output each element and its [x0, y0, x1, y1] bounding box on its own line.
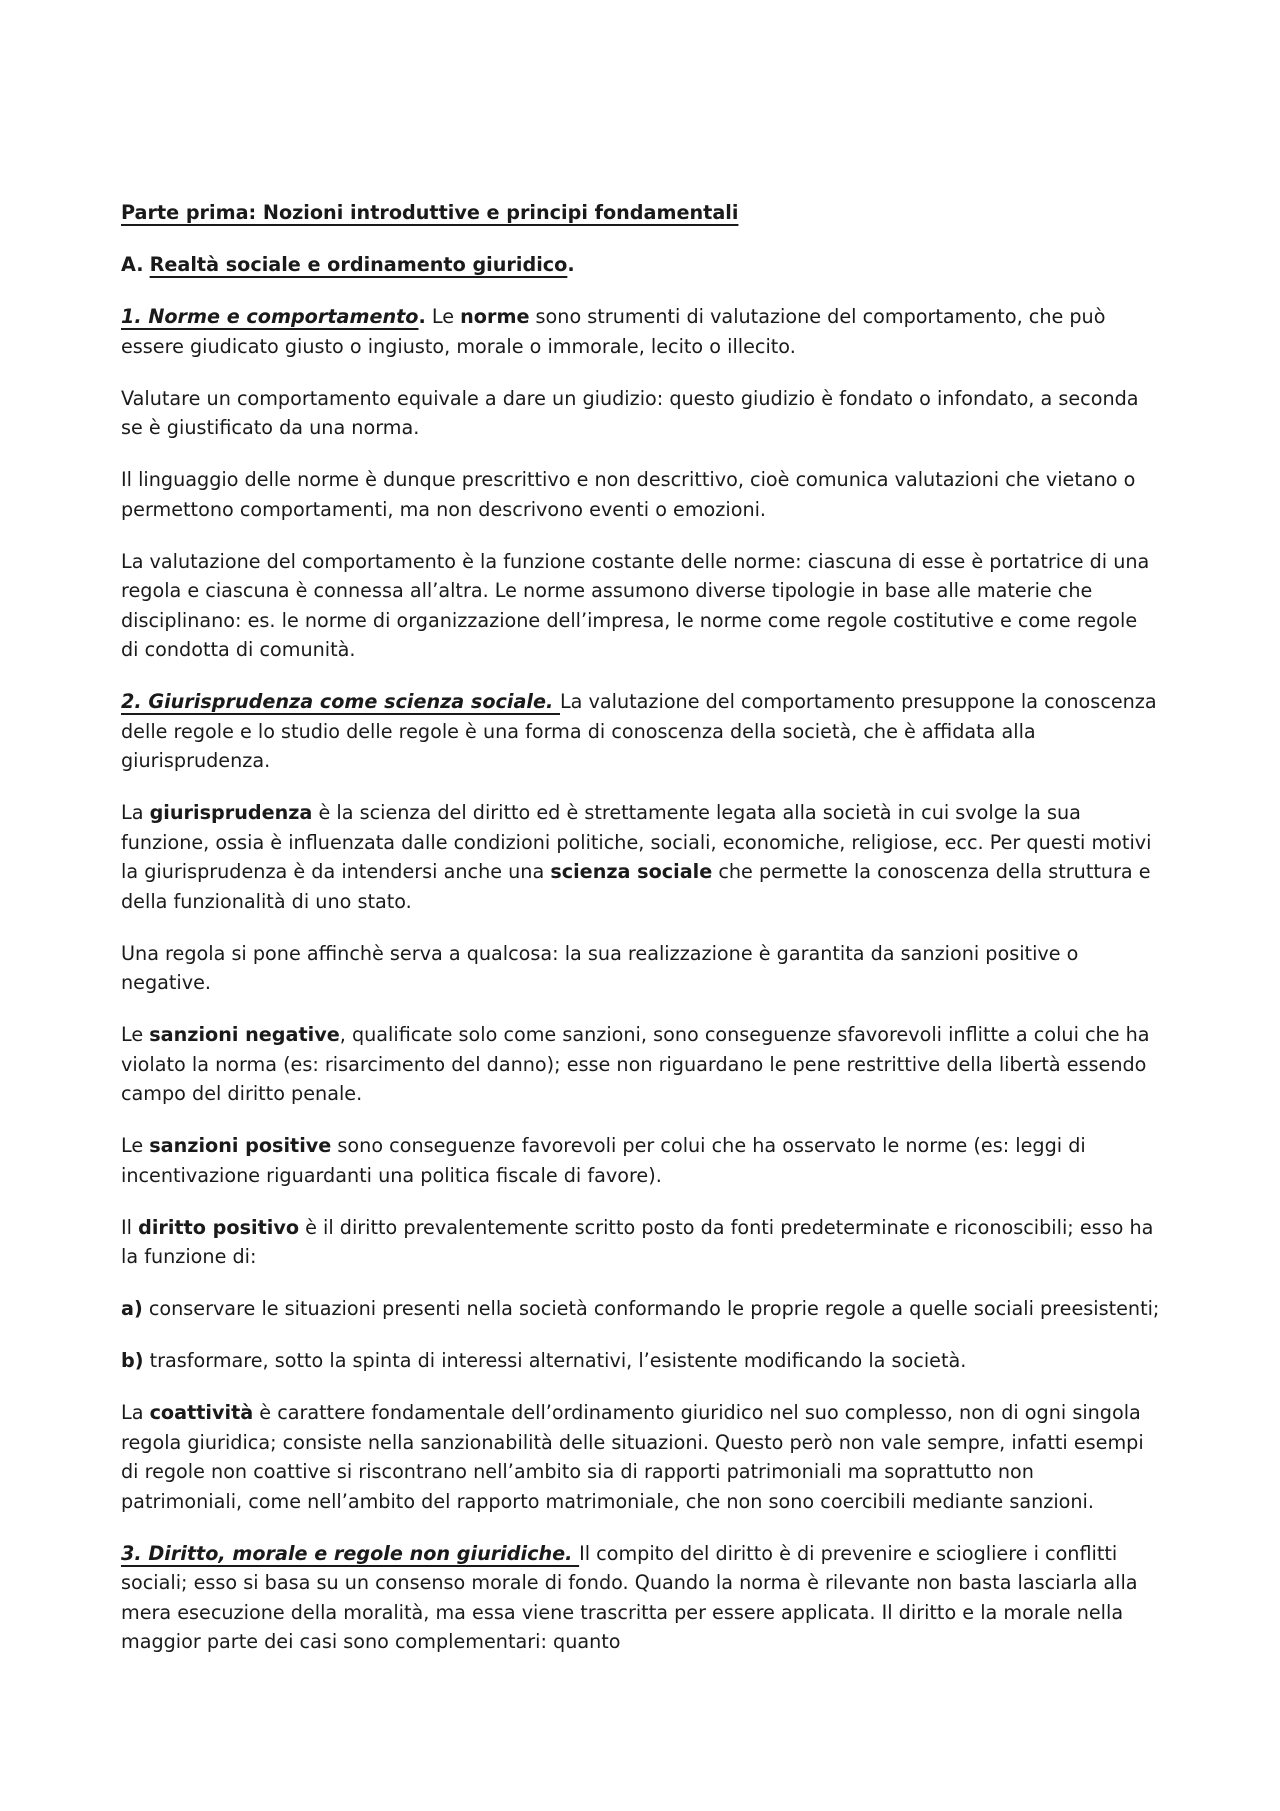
term-scienza-sociale: scienza sociale: [550, 860, 713, 883]
paragraph-linguaggio: Il linguaggio delle norme è dunque prescrittivo e non descrittivo, cioè comunica valutazioni che vietano o permettono comportamenti, ma non descrivono eventi o emozioni.: [121, 468, 1136, 521]
subsection-1-dot: .: [418, 305, 426, 328]
paragraph-sanzioni-negative: [121, 1020, 1160, 1109]
text-run: conservare le situazioni presenti nella società conformando le proprie regole a quelle sociali preesistenti;: [142, 1297, 1160, 1320]
text-run: è il diritto prevalentemente scritto posto da fonti predeterminate e riconoscibili; esso ha la funzione di:: [121, 1215, 1154, 1268]
text-run: Le: [121, 1023, 150, 1046]
text-run: Il: [121, 1215, 139, 1239]
section-a-dot: .: [567, 253, 575, 276]
list-item-b: [121, 1346, 1160, 1376]
text-run: è carattere fondamentale dell’ordinamento giuridico nel suo complesso, non di ogni singola regola giuridica; consiste nella sanzionabilità delle situazioni. Questo però non vale sempre, infatti esempi di regole non coattive si riscontrano nell’ambito sia di rapporti patrimoniali ma soprattutto non patrimoniali, come nell’ambito del rapporto matrimoniale, che non sono coercibili mediante sanzioni.: [121, 1401, 1144, 1513]
paragraph-diritto-positivo: [121, 1213, 1160, 1272]
text-run: Le: [425, 305, 461, 328]
term-coattivita: coattività: [149, 1401, 254, 1424]
text-run: Le: [121, 1134, 150, 1157]
paragraph-giurisprudenza: [121, 798, 1160, 916]
list-item-a: [121, 1294, 1160, 1324]
section-a-title: Realtà sociale e ordinamento giuridico: [149, 253, 568, 276]
part-title-text: Parte prima: Nozioni introduttive e principi fondamentali: [121, 201, 739, 224]
term-sanzioni-negative: sanzioni negative: [149, 1023, 340, 1046]
text-run: , qualificate solo come sanzioni, sono conseguenze sfavorevoli inflitte a colui che ha violato la norma (es: risarcimento del danno); esse non riguardano le pene restrittive della libertà essendo campo del diritto penale.: [121, 1023, 1150, 1105]
text-run: trasformare, sotto la spinta di interessi alternativi, l’esistente modificando la società.: [143, 1349, 967, 1372]
term-diritto-positivo: diritto positivo: [138, 1215, 300, 1239]
list-label-a: a): [121, 1297, 143, 1320]
text-run: La: [121, 801, 150, 824]
paragraph-valutare: Valutare un comportamento equivale a dare un giudizio: questo giudizio è fondato o infondato, a seconda se è giustificato da una norma.: [121, 386, 1139, 439]
term-giurisprudenza: giurisprudenza: [149, 801, 313, 824]
section-a-label: A.: [121, 253, 144, 276]
term-sanzioni-positive: sanzioni positive: [149, 1134, 332, 1157]
subsection-3-heading: 3. Diritto, morale e regole non giuridiche.: [121, 1541, 580, 1565]
paragraph-diritto-morale: [121, 1539, 1160, 1657]
section-a-heading: [121, 250, 1160, 280]
text-run: Il compito del diritto è di prevenire e sciogliere i conflitti sociali; esso si basa su un consenso morale di fondo. Quando la norma è rilevante non basta lasciarla alla mera esecuzione della moralità, ma essa viene trascritta per essere applicata. Il diritto e la morale nella maggior parte dei casi sono complementari: quanto: [121, 1541, 1138, 1653]
part-title: [121, 198, 1160, 228]
paragraph-norme: [121, 302, 1160, 361]
term-norme: norme: [460, 305, 530, 328]
text-run: La: [121, 1401, 150, 1424]
text-run: sono strumenti di valutazione del comportamento, che può essere giudicato giusto o ingiusto, morale o immorale, lecito o illecito.: [121, 305, 1106, 358]
subsection-1-heading: 1. Norme e comportamento: [121, 305, 419, 328]
subsection-2-heading: 2. Giurisprudenza come scienza sociale.: [121, 690, 560, 713]
paragraph-valutazione: La valutazione del comportamento è la funzione costante delle norme: ciascuna di esse è portatrice di una regola e ciascuna è connessa all’altra. Le norme assumono diverse tipologie in base alle materie che disciplinano: es. le norme di organizzazione dell’impresa, le norme come regole costitutive e come regole di condotta di comunità.: [121, 549, 1150, 661]
paragraph-giurisprudenza-scienza: [121, 687, 1160, 776]
text-run: che permette la conoscenza della struttura e della funzionalità di uno stato.: [121, 860, 1151, 913]
paragraph-sanzioni-positive: [121, 1131, 1160, 1190]
text-run: sono conseguenze favorevoli per colui che ha osservato le norme (es: leggi di incentivazione riguardanti una politica fiscale di favore).: [121, 1134, 1086, 1187]
list-label-b: b): [121, 1349, 144, 1372]
text-run: è la scienza del diritto ed è strettamente legata alla società in cui svolge la sua funzione, ossia è influenzata dalle condizioni politiche, sociali, economiche, religiose, ecc. Per questi motivi la giurisprudenza è da intendersi anche una: [121, 801, 1152, 883]
paragraph-coattivita: [121, 1398, 1160, 1516]
text-run: La valutazione del comportamento presuppone la conoscenza delle regole e lo studio delle regole è una forma di conoscenza della società, che è affidata alla giurisprudenza.: [121, 690, 1157, 772]
paragraph-regola: Una regola si pone affinchè serva a qualcosa: la sua realizzazione è garantita da sanzioni positive o negative.: [121, 941, 1079, 994]
